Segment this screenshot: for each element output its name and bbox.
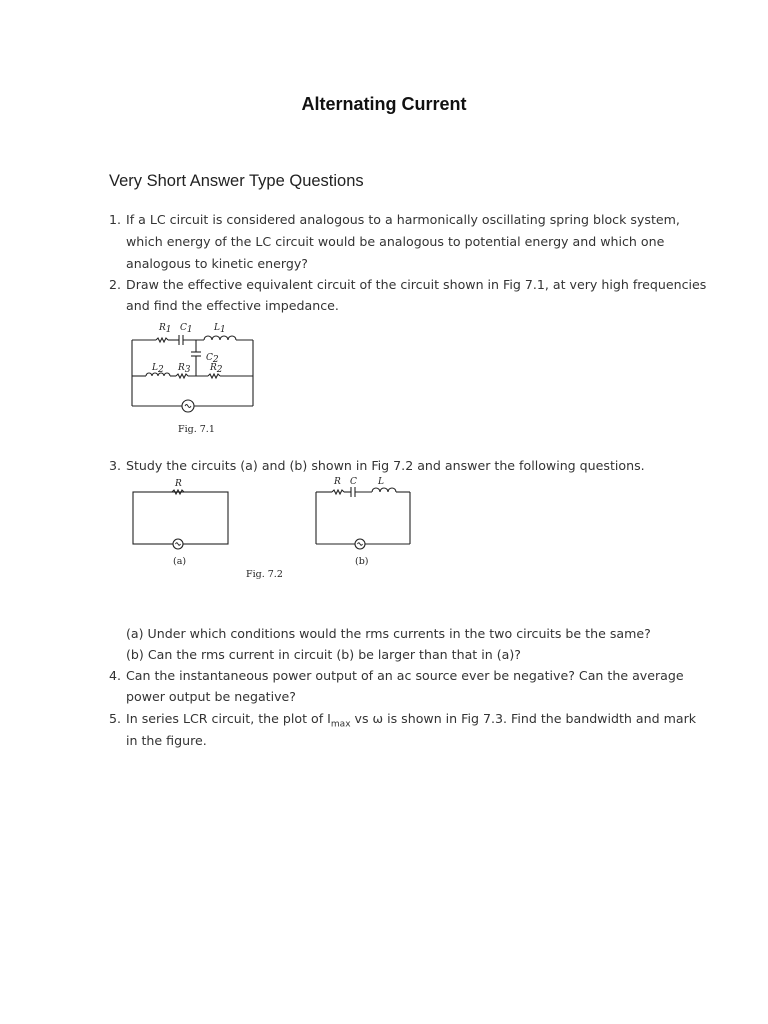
svg-text:L1: L1 xyxy=(214,323,226,335)
resistor-b xyxy=(332,490,344,494)
question-text-line: analogous to kinetic energy? xyxy=(126,256,308,271)
question-number: 2. xyxy=(109,277,122,292)
page-title: Alternating Current xyxy=(301,94,467,114)
label-c-b: C xyxy=(350,477,357,487)
label-r-a: R xyxy=(175,479,182,489)
section-heading: Very Short Answer Type Questions xyxy=(109,172,364,190)
resistor-r1 xyxy=(156,338,168,342)
label-l1: L xyxy=(214,323,220,333)
question-text-line: in the figure. xyxy=(126,733,207,748)
question-number: 1. xyxy=(109,212,122,227)
label-l2: L xyxy=(152,363,158,373)
question-text-line: Study the circuits (a) and (b) shown in Fig 7.2 and answer the following questions. xyxy=(126,458,645,473)
question-text-line: If a LC circuit is considered analogous to a harmonically oscillating spring block system, xyxy=(126,212,680,227)
label-c1: C xyxy=(180,323,187,333)
inductor-b xyxy=(372,488,396,492)
inductor-l1 xyxy=(204,336,236,340)
question-text-line: Draw the effective equivalent circuit of the circuit shown in Fig 7.1, at very high frequencies xyxy=(126,277,707,292)
question-part-b: (b) Can the rms current in circuit (b) be larger than that in (a)? xyxy=(126,647,521,662)
question-number: 3. xyxy=(109,458,122,473)
circuit-diagram-7-1 xyxy=(124,318,264,438)
label-circuit-a: (a) xyxy=(173,556,187,567)
figure-caption: Fig. 7.1 xyxy=(178,424,215,435)
svg-text:R3: R3 xyxy=(178,363,191,375)
svg-text:C2: C2 xyxy=(206,353,219,365)
label-r3: R xyxy=(178,363,185,373)
question-text-line: which energy of the LC circuit would be analogous to potential energy and which one xyxy=(126,234,665,249)
question-number: 5. xyxy=(109,711,122,726)
figure-7-2 xyxy=(126,474,426,584)
label-circuit-b: (b) xyxy=(355,556,369,567)
question-text-line: power output be negative? xyxy=(126,689,296,704)
label-r-b: R xyxy=(334,477,341,487)
svg-text:R1: R1 xyxy=(159,323,172,335)
svg-text:R2: R2 xyxy=(210,363,223,375)
figure-caption: Fig. 7.2 xyxy=(246,569,283,580)
circuit-a-frame xyxy=(133,492,228,544)
label-r1: R xyxy=(159,323,166,333)
svg-text:L2: L2 xyxy=(152,363,164,375)
question-text-line: Can the instantaneous power output of an ac source ever be negative? Can the average xyxy=(126,668,684,683)
question-text-line: In series LCR circuit, the plot of $I_{max}$ vs ω is shown in Fig 7.3. Find the bandwidth and mark xyxy=(126,711,697,730)
label-c2: C xyxy=(206,353,213,363)
label-l-b: L xyxy=(378,477,384,487)
circuit-diagram-7-2 xyxy=(126,474,426,584)
question-text-line: and find the effective impedance. xyxy=(126,298,339,313)
svg-text:C1: C1 xyxy=(180,323,193,335)
label-r2: R xyxy=(210,363,217,373)
figure-7-1 xyxy=(124,318,264,438)
question-number: 4. xyxy=(109,668,122,683)
question-part-a: (a) Under which conditions would the rms currents in the two circuits be the same? xyxy=(126,626,651,641)
